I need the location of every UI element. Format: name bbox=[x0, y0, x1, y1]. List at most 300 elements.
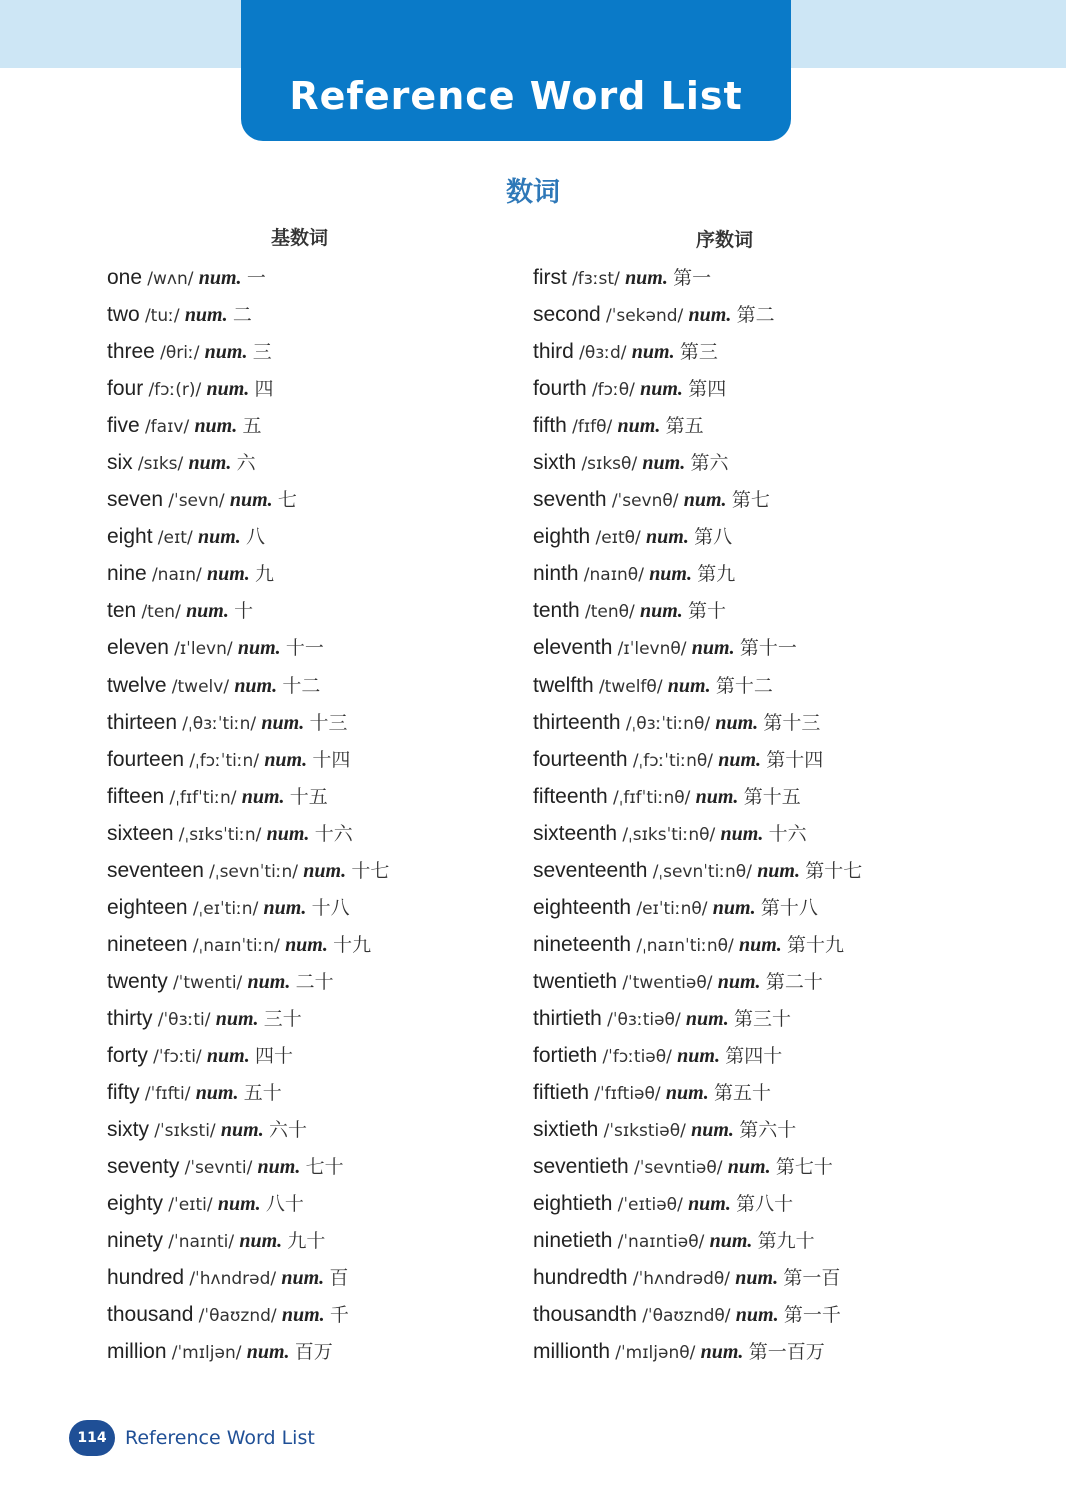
entry-pos: num. bbox=[198, 267, 242, 289]
entry-phonetic: /ˌfɔːˈtiːn/ bbox=[189, 750, 260, 771]
word-entry bbox=[107, 407, 389, 444]
word-entry bbox=[107, 518, 389, 555]
entry-meaning: 七十 bbox=[305, 1156, 344, 1179]
entry-phonetic: /ˈsekənd/ bbox=[605, 306, 684, 327]
entry-meaning: 第八 bbox=[694, 526, 733, 549]
word-entry bbox=[107, 1259, 389, 1296]
entry-pos: num. bbox=[617, 415, 661, 438]
entry-pos: num. bbox=[715, 711, 759, 734]
word-entry bbox=[533, 1074, 862, 1111]
entry-pos: num. bbox=[691, 1119, 734, 1142]
entry-word: thousandth bbox=[533, 1303, 637, 1327]
word-entry bbox=[107, 296, 389, 333]
word-entry bbox=[107, 1037, 389, 1074]
entry-phonetic: /naɪn/ bbox=[151, 565, 202, 586]
entry-pos: num. bbox=[646, 526, 689, 549]
entry-pos: num. bbox=[188, 452, 232, 475]
entry-phonetic: /ˈsɪkstiəθ/ bbox=[603, 1121, 686, 1142]
word-entry bbox=[533, 370, 862, 407]
entry-word: five bbox=[107, 414, 140, 438]
entry-word: twenty bbox=[107, 969, 168, 993]
entry-phonetic: /ˌθɜːˈtiːn/ bbox=[182, 713, 257, 734]
entry-phonetic: /ˈtwentiəθ/ bbox=[622, 972, 713, 993]
entry-meaning: 十三 bbox=[309, 711, 348, 734]
entry-pos: num. bbox=[246, 1341, 290, 1364]
entry-word: seventh bbox=[533, 488, 607, 512]
entry-word: fourteen bbox=[107, 747, 185, 771]
entry-meaning: 十六 bbox=[314, 822, 353, 845]
entry-pos: num. bbox=[718, 748, 762, 771]
entry-word: eight bbox=[107, 525, 153, 549]
word-entry bbox=[107, 1000, 389, 1037]
entry-pos: num. bbox=[685, 1007, 729, 1030]
word-entry bbox=[533, 444, 862, 481]
word-entry bbox=[533, 1296, 862, 1333]
entry-word: eighteenth bbox=[533, 895, 632, 919]
entry-meaning: 第一千 bbox=[783, 1304, 841, 1327]
entry-phonetic: /ˈfɔːtiəθ/ bbox=[602, 1046, 672, 1067]
word-entry bbox=[533, 518, 862, 555]
entry-phonetic: /twelv/ bbox=[171, 676, 230, 697]
entry-phonetic: /ˈfɔːti/ bbox=[153, 1046, 202, 1067]
entry-word: ninety bbox=[107, 1229, 164, 1253]
entry-word: first bbox=[533, 266, 567, 289]
entry-pos: num. bbox=[688, 304, 732, 327]
word-entry bbox=[107, 1185, 389, 1222]
entry-phonetic: /eɪtθ/ bbox=[595, 528, 641, 549]
entry-pos: num. bbox=[640, 378, 683, 401]
word-entry bbox=[107, 259, 389, 296]
entry-word: six bbox=[107, 451, 133, 475]
entry-phonetic: /ˈsevn/ bbox=[168, 491, 225, 512]
entry-word: nine bbox=[107, 562, 147, 586]
entry-meaning: 三 bbox=[252, 341, 272, 364]
entry-meaning: 六 bbox=[236, 452, 256, 475]
entry-meaning: 第九 bbox=[697, 563, 736, 586]
entry-word: fifteenth bbox=[533, 784, 608, 808]
entry-meaning: 第一百万 bbox=[748, 1341, 825, 1364]
word-entry bbox=[107, 815, 389, 852]
word-entry bbox=[533, 852, 862, 889]
entry-phonetic: /eɪˈtiːnθ/ bbox=[636, 898, 708, 919]
entry-phonetic: /eɪt/ bbox=[157, 528, 193, 549]
entry-meaning: 十一 bbox=[285, 637, 324, 660]
entry-pos: num. bbox=[237, 637, 281, 660]
entry-word: fourth bbox=[533, 377, 587, 401]
entry-word: ninetieth bbox=[533, 1229, 613, 1253]
entry-pos: num. bbox=[757, 859, 800, 882]
entry-word: thirteen bbox=[107, 710, 178, 734]
word-entry bbox=[107, 1074, 389, 1111]
entry-word: three bbox=[107, 340, 155, 364]
word-entry bbox=[107, 741, 389, 778]
entry-pos: num. bbox=[239, 1230, 283, 1253]
entry-word: eleven bbox=[107, 636, 169, 660]
entry-pos: num. bbox=[667, 674, 711, 697]
page-title: Reference Word List bbox=[289, 73, 743, 118]
entry-pos: num. bbox=[247, 970, 291, 993]
entry-word: twelfth bbox=[533, 673, 594, 697]
entry-phonetic: /ˌsevnˈtiːnθ/ bbox=[652, 861, 752, 882]
entry-phonetic: /θɜːd/ bbox=[579, 343, 627, 364]
entry-meaning: 二十 bbox=[295, 970, 334, 993]
word-entry bbox=[107, 889, 389, 926]
word-entry bbox=[533, 1000, 862, 1037]
entry-pos: num. bbox=[206, 378, 250, 401]
entry-phonetic: /ˈfɪftiəθ/ bbox=[594, 1084, 661, 1105]
entry-phonetic: /fɔːθ/ bbox=[591, 380, 635, 401]
entry-word: forty bbox=[107, 1043, 148, 1067]
entry-meaning: 第六 bbox=[690, 452, 729, 475]
word-entry bbox=[107, 1222, 389, 1259]
entry-phonetic: /ˌsevnˈtiːn/ bbox=[209, 861, 299, 882]
entry-word: ninth bbox=[533, 562, 579, 586]
entry-pos: num. bbox=[194, 415, 238, 438]
entry-pos: num. bbox=[215, 1007, 259, 1030]
entry-meaning: 第七 bbox=[731, 489, 770, 512]
word-entry bbox=[533, 667, 862, 704]
entry-phonetic: /ˌsɪksˈtiːnθ/ bbox=[622, 824, 716, 845]
entry-pos: num. bbox=[281, 1267, 325, 1290]
entry-phonetic: /ˌnaɪnˈtiːn/ bbox=[192, 935, 280, 956]
entry-phonetic: /sɪks/ bbox=[137, 454, 184, 475]
entry-phonetic: /ˈnaɪntiəθ/ bbox=[617, 1232, 705, 1253]
entry-word: eightieth bbox=[533, 1192, 613, 1216]
entry-phonetic: /ˈnaɪnti/ bbox=[168, 1232, 235, 1253]
entry-meaning: 九十 bbox=[287, 1230, 326, 1253]
entry-pos: num. bbox=[720, 822, 764, 845]
word-entry bbox=[107, 1111, 389, 1148]
word-entry bbox=[533, 259, 862, 296]
entry-meaning: 五 bbox=[242, 415, 262, 438]
entry-pos: num. bbox=[695, 785, 739, 808]
entry-word: fiftieth bbox=[533, 1081, 590, 1105]
entry-meaning: 十五 bbox=[289, 785, 328, 808]
entry-phonetic: /ˈhʌndrədθ/ bbox=[632, 1269, 731, 1290]
entry-pos: num. bbox=[206, 563, 250, 586]
entry-meaning: 第五 bbox=[665, 415, 704, 438]
section-title: 数词 bbox=[506, 177, 560, 208]
entry-phonetic: /fɔː(r)/ bbox=[148, 380, 202, 401]
entry-pos: num. bbox=[700, 1341, 744, 1364]
entry-pos: num. bbox=[631, 341, 675, 364]
entry-phonetic: /faɪv/ bbox=[144, 417, 190, 438]
entry-meaning: 五十 bbox=[243, 1082, 282, 1105]
entry-pos: num. bbox=[217, 1193, 261, 1216]
word-entry bbox=[533, 592, 862, 629]
entry-pos: num. bbox=[677, 1044, 720, 1067]
page-footer bbox=[69, 1420, 315, 1456]
entry-pos: num. bbox=[712, 896, 756, 919]
entry-meaning: 第五十 bbox=[713, 1082, 771, 1105]
entry-meaning: 百万 bbox=[294, 1341, 333, 1364]
entry-meaning: 二 bbox=[232, 304, 252, 327]
entry-phonetic: /θriː/ bbox=[160, 343, 200, 364]
word-entry bbox=[107, 1296, 389, 1333]
entry-meaning: 四十 bbox=[254, 1044, 293, 1067]
entry-phonetic: /ˌnaɪnˈtiːnθ/ bbox=[636, 935, 734, 956]
word-entry bbox=[107, 852, 389, 889]
entry-phonetic: /fɜːst/ bbox=[572, 269, 620, 289]
cardinal-heading: 基数词 bbox=[271, 227, 329, 249]
word-entry bbox=[107, 444, 389, 481]
entry-meaning: 第六十 bbox=[739, 1119, 797, 1142]
entry-phonetic: /fɪfθ/ bbox=[572, 417, 613, 438]
entry-pos: num. bbox=[665, 1082, 709, 1105]
entry-word: eleventh bbox=[533, 636, 613, 660]
entry-word: tenth bbox=[533, 599, 580, 623]
entry-phonetic: /ɪˈlevnθ/ bbox=[617, 639, 687, 660]
entry-meaning: 第一 bbox=[673, 267, 712, 289]
word-entry bbox=[107, 963, 389, 1000]
entry-meaning: 八 bbox=[246, 526, 266, 549]
entry-meaning: 四 bbox=[254, 378, 274, 401]
entry-pos: num. bbox=[735, 1304, 779, 1327]
entry-phonetic: /sɪksθ/ bbox=[581, 454, 638, 475]
entry-phonetic: /ˌfɔːˈtiːnθ/ bbox=[632, 750, 713, 771]
word-entry bbox=[533, 778, 862, 815]
entry-phonetic: /ˈsevntiəθ/ bbox=[633, 1158, 723, 1179]
entry-phonetic: /ˈθɜːti/ bbox=[157, 1009, 211, 1030]
entry-meaning: 百 bbox=[329, 1267, 349, 1290]
entry-word: seventeen bbox=[107, 858, 204, 882]
entry-meaning: 第二 bbox=[736, 304, 775, 327]
entry-word: thirteenth bbox=[533, 710, 621, 734]
entry-pos: num. bbox=[738, 933, 782, 956]
entry-phonetic: /ˈmɪljən/ bbox=[171, 1343, 242, 1364]
entry-meaning: 十四 bbox=[312, 748, 351, 771]
entry-meaning: 第七十 bbox=[775, 1156, 833, 1179]
word-entry bbox=[533, 1333, 862, 1370]
entry-pos: num. bbox=[186, 600, 229, 623]
entry-word: seventieth bbox=[533, 1155, 629, 1179]
word-entry bbox=[107, 481, 389, 518]
entry-word: one bbox=[107, 266, 143, 289]
entry-pos: num. bbox=[735, 1267, 779, 1290]
entry-pos: num. bbox=[683, 489, 727, 512]
entry-meaning: 九 bbox=[255, 563, 275, 586]
entry-word: ten bbox=[107, 599, 137, 623]
entry-phonetic: /tenθ/ bbox=[584, 602, 635, 623]
entry-pos: num. bbox=[688, 1193, 731, 1216]
entry-word: sixteenth bbox=[533, 821, 618, 845]
entry-meaning: 第二十 bbox=[765, 970, 823, 993]
entry-meaning: 第十一 bbox=[739, 637, 797, 660]
entry-pos: num. bbox=[234, 674, 278, 697]
entry-pos: num. bbox=[639, 600, 683, 623]
entry-phonetic: /naɪnθ/ bbox=[583, 565, 644, 586]
entry-word: four bbox=[107, 377, 144, 401]
word-entry bbox=[533, 1111, 862, 1148]
entry-pos: num. bbox=[261, 711, 305, 734]
entry-meaning: 一 bbox=[246, 267, 266, 289]
entry-pos: num. bbox=[206, 1044, 250, 1067]
entry-word: hundredth bbox=[533, 1266, 628, 1290]
entry-meaning: 六十 bbox=[268, 1119, 307, 1142]
entry-word: sixteen bbox=[107, 821, 174, 845]
word-entry bbox=[107, 667, 389, 704]
entry-word: nineteenth bbox=[533, 932, 632, 956]
entry-meaning: 第一百 bbox=[783, 1267, 841, 1290]
entry-meaning: 第三十 bbox=[733, 1007, 791, 1030]
entry-pos: num. bbox=[649, 563, 692, 586]
entry-meaning: 七 bbox=[277, 489, 297, 512]
entry-meaning: 第十五 bbox=[743, 785, 801, 808]
entry-word: thousand bbox=[107, 1303, 194, 1327]
entry-phonetic: /ˈθɜːtiəθ/ bbox=[607, 1009, 681, 1030]
entry-word: seven bbox=[107, 488, 164, 512]
word-entry bbox=[107, 629, 389, 666]
entry-meaning: 第八十 bbox=[736, 1193, 794, 1216]
entry-word: thirtieth bbox=[533, 1006, 602, 1030]
entry-pos: num. bbox=[195, 1082, 239, 1105]
entry-meaning: 第十二 bbox=[715, 674, 773, 697]
entry-phonetic: /ˈθaʊzndθ/ bbox=[642, 1306, 731, 1327]
word-entry bbox=[533, 815, 862, 852]
entry-pos: num. bbox=[184, 304, 228, 327]
entry-meaning: 第四十 bbox=[725, 1044, 783, 1067]
word-entry bbox=[107, 592, 389, 629]
entry-meaning: 十八 bbox=[311, 896, 350, 919]
word-entry bbox=[533, 481, 862, 518]
entry-phonetic: /ˈmɪljənθ/ bbox=[615, 1343, 696, 1364]
entry-phonetic: /ˈfɪfti/ bbox=[144, 1084, 191, 1105]
entry-word: second bbox=[533, 303, 601, 327]
entry-pos: num. bbox=[204, 341, 248, 364]
entry-word: eighth bbox=[533, 525, 591, 549]
word-entry bbox=[107, 704, 389, 741]
entry-phonetic: /ˈsɪksti/ bbox=[154, 1121, 216, 1142]
word-entry bbox=[107, 555, 389, 592]
word-entry bbox=[107, 778, 389, 815]
entry-phonetic: /ˈθaʊznd/ bbox=[198, 1306, 277, 1327]
entry-phonetic: /ˌθɜːˈtiːnθ/ bbox=[625, 713, 711, 734]
word-entry bbox=[533, 704, 862, 741]
entry-meaning: 第九十 bbox=[757, 1230, 815, 1253]
entry-phonetic: /ˌfɪfˈtiːnθ/ bbox=[612, 787, 691, 808]
entry-phonetic: /tuː/ bbox=[144, 306, 180, 327]
entry-word: millionth bbox=[533, 1340, 611, 1364]
entry-phonetic: /ten/ bbox=[141, 602, 181, 623]
word-entry bbox=[107, 926, 389, 963]
entry-word: eighty bbox=[107, 1192, 164, 1216]
entry-pos: num. bbox=[691, 637, 735, 660]
word-entry bbox=[533, 963, 862, 1000]
entry-pos: num. bbox=[220, 1119, 264, 1142]
entry-meaning: 第十七 bbox=[805, 859, 863, 882]
word-entry bbox=[107, 1148, 389, 1185]
word-entry bbox=[533, 407, 862, 444]
header-tab bbox=[241, 0, 791, 141]
entry-pos: num. bbox=[717, 970, 761, 993]
entry-pos: num. bbox=[642, 452, 686, 475]
word-entry bbox=[533, 296, 862, 333]
entry-phonetic: /ˈeɪtiəθ/ bbox=[617, 1195, 683, 1216]
word-entry bbox=[533, 1259, 862, 1296]
entry-pos: num. bbox=[285, 933, 328, 956]
entry-meaning: 第十三 bbox=[763, 711, 821, 734]
entry-meaning: 第十九 bbox=[787, 933, 845, 956]
entry-word: fortieth bbox=[533, 1043, 598, 1067]
entry-pos: num. bbox=[727, 1156, 771, 1179]
entry-word: fifth bbox=[533, 414, 567, 438]
entry-word: fifty bbox=[107, 1081, 140, 1105]
entry-phonetic: /wʌn/ bbox=[147, 269, 194, 289]
entry-word: two bbox=[107, 303, 140, 327]
entry-pos: num. bbox=[263, 896, 307, 919]
entry-pos: num. bbox=[281, 1304, 325, 1327]
entry-pos: num. bbox=[709, 1230, 753, 1253]
word-entry bbox=[533, 1148, 862, 1185]
ordinal-heading: 序数词 bbox=[696, 229, 754, 251]
entry-word: hundred bbox=[107, 1266, 185, 1290]
word-entry bbox=[533, 1222, 862, 1259]
word-entry bbox=[107, 1333, 389, 1370]
entry-word: sixty bbox=[107, 1118, 149, 1142]
entry-word: sixtieth bbox=[533, 1118, 599, 1142]
footer-label: Reference Word List bbox=[125, 1427, 315, 1449]
entry-meaning: 第十八 bbox=[760, 896, 818, 919]
entry-pos: num. bbox=[264, 748, 308, 771]
entry-meaning: 千 bbox=[329, 1304, 349, 1327]
entry-word: twelve bbox=[107, 673, 167, 697]
entry-meaning: 第四 bbox=[688, 378, 727, 401]
word-entry bbox=[533, 629, 862, 666]
word-entry bbox=[533, 741, 862, 778]
entry-meaning: 十六 bbox=[768, 822, 807, 845]
cardinal-list bbox=[107, 259, 389, 1370]
entry-meaning: 第十 bbox=[688, 600, 727, 623]
entry-phonetic: /ˌeɪˈtiːn/ bbox=[192, 898, 259, 919]
word-entry bbox=[533, 1185, 862, 1222]
entry-phonetic: /ɪˈlevn/ bbox=[174, 639, 233, 660]
entry-pos: num. bbox=[257, 1156, 301, 1179]
entry-meaning: 十九 bbox=[333, 933, 372, 956]
word-entry bbox=[107, 370, 389, 407]
entry-pos: num. bbox=[229, 489, 273, 512]
entry-phonetic: /ˈtwenti/ bbox=[172, 972, 243, 993]
word-entry bbox=[107, 333, 389, 370]
ordinal-list bbox=[533, 259, 862, 1370]
entry-word: fourteenth bbox=[533, 747, 628, 771]
page-number-badge: 114 bbox=[69, 1420, 115, 1456]
entry-pos: num. bbox=[303, 859, 347, 882]
entry-word: seventeenth bbox=[533, 858, 648, 882]
entry-pos: num. bbox=[241, 785, 285, 808]
entry-meaning: 十二 bbox=[282, 674, 321, 697]
entry-pos: num. bbox=[625, 267, 668, 289]
entry-phonetic: /ˈeɪti/ bbox=[168, 1195, 213, 1216]
entry-word: third bbox=[533, 340, 574, 364]
entry-phonetic: /twelfθ/ bbox=[598, 676, 663, 697]
entry-phonetic: /ˈsevnθ/ bbox=[611, 491, 679, 512]
entry-word: eighteen bbox=[107, 895, 188, 919]
entry-pos: num. bbox=[197, 526, 241, 549]
entry-meaning: 第十四 bbox=[766, 748, 824, 771]
word-entry bbox=[533, 926, 862, 963]
word-entry bbox=[533, 555, 862, 592]
entry-meaning: 八十 bbox=[265, 1193, 304, 1216]
entry-word: nineteen bbox=[107, 932, 188, 956]
entry-word: thirty bbox=[107, 1006, 153, 1030]
entry-meaning: 三十 bbox=[263, 1007, 302, 1030]
word-entry bbox=[533, 1037, 862, 1074]
entry-meaning: 十 bbox=[234, 600, 254, 623]
entry-meaning: 第三 bbox=[679, 341, 718, 364]
entry-word: sixth bbox=[533, 451, 577, 475]
entry-phonetic: /ˌfɪfˈtiːn/ bbox=[169, 787, 237, 808]
entry-word: seventy bbox=[107, 1155, 180, 1179]
